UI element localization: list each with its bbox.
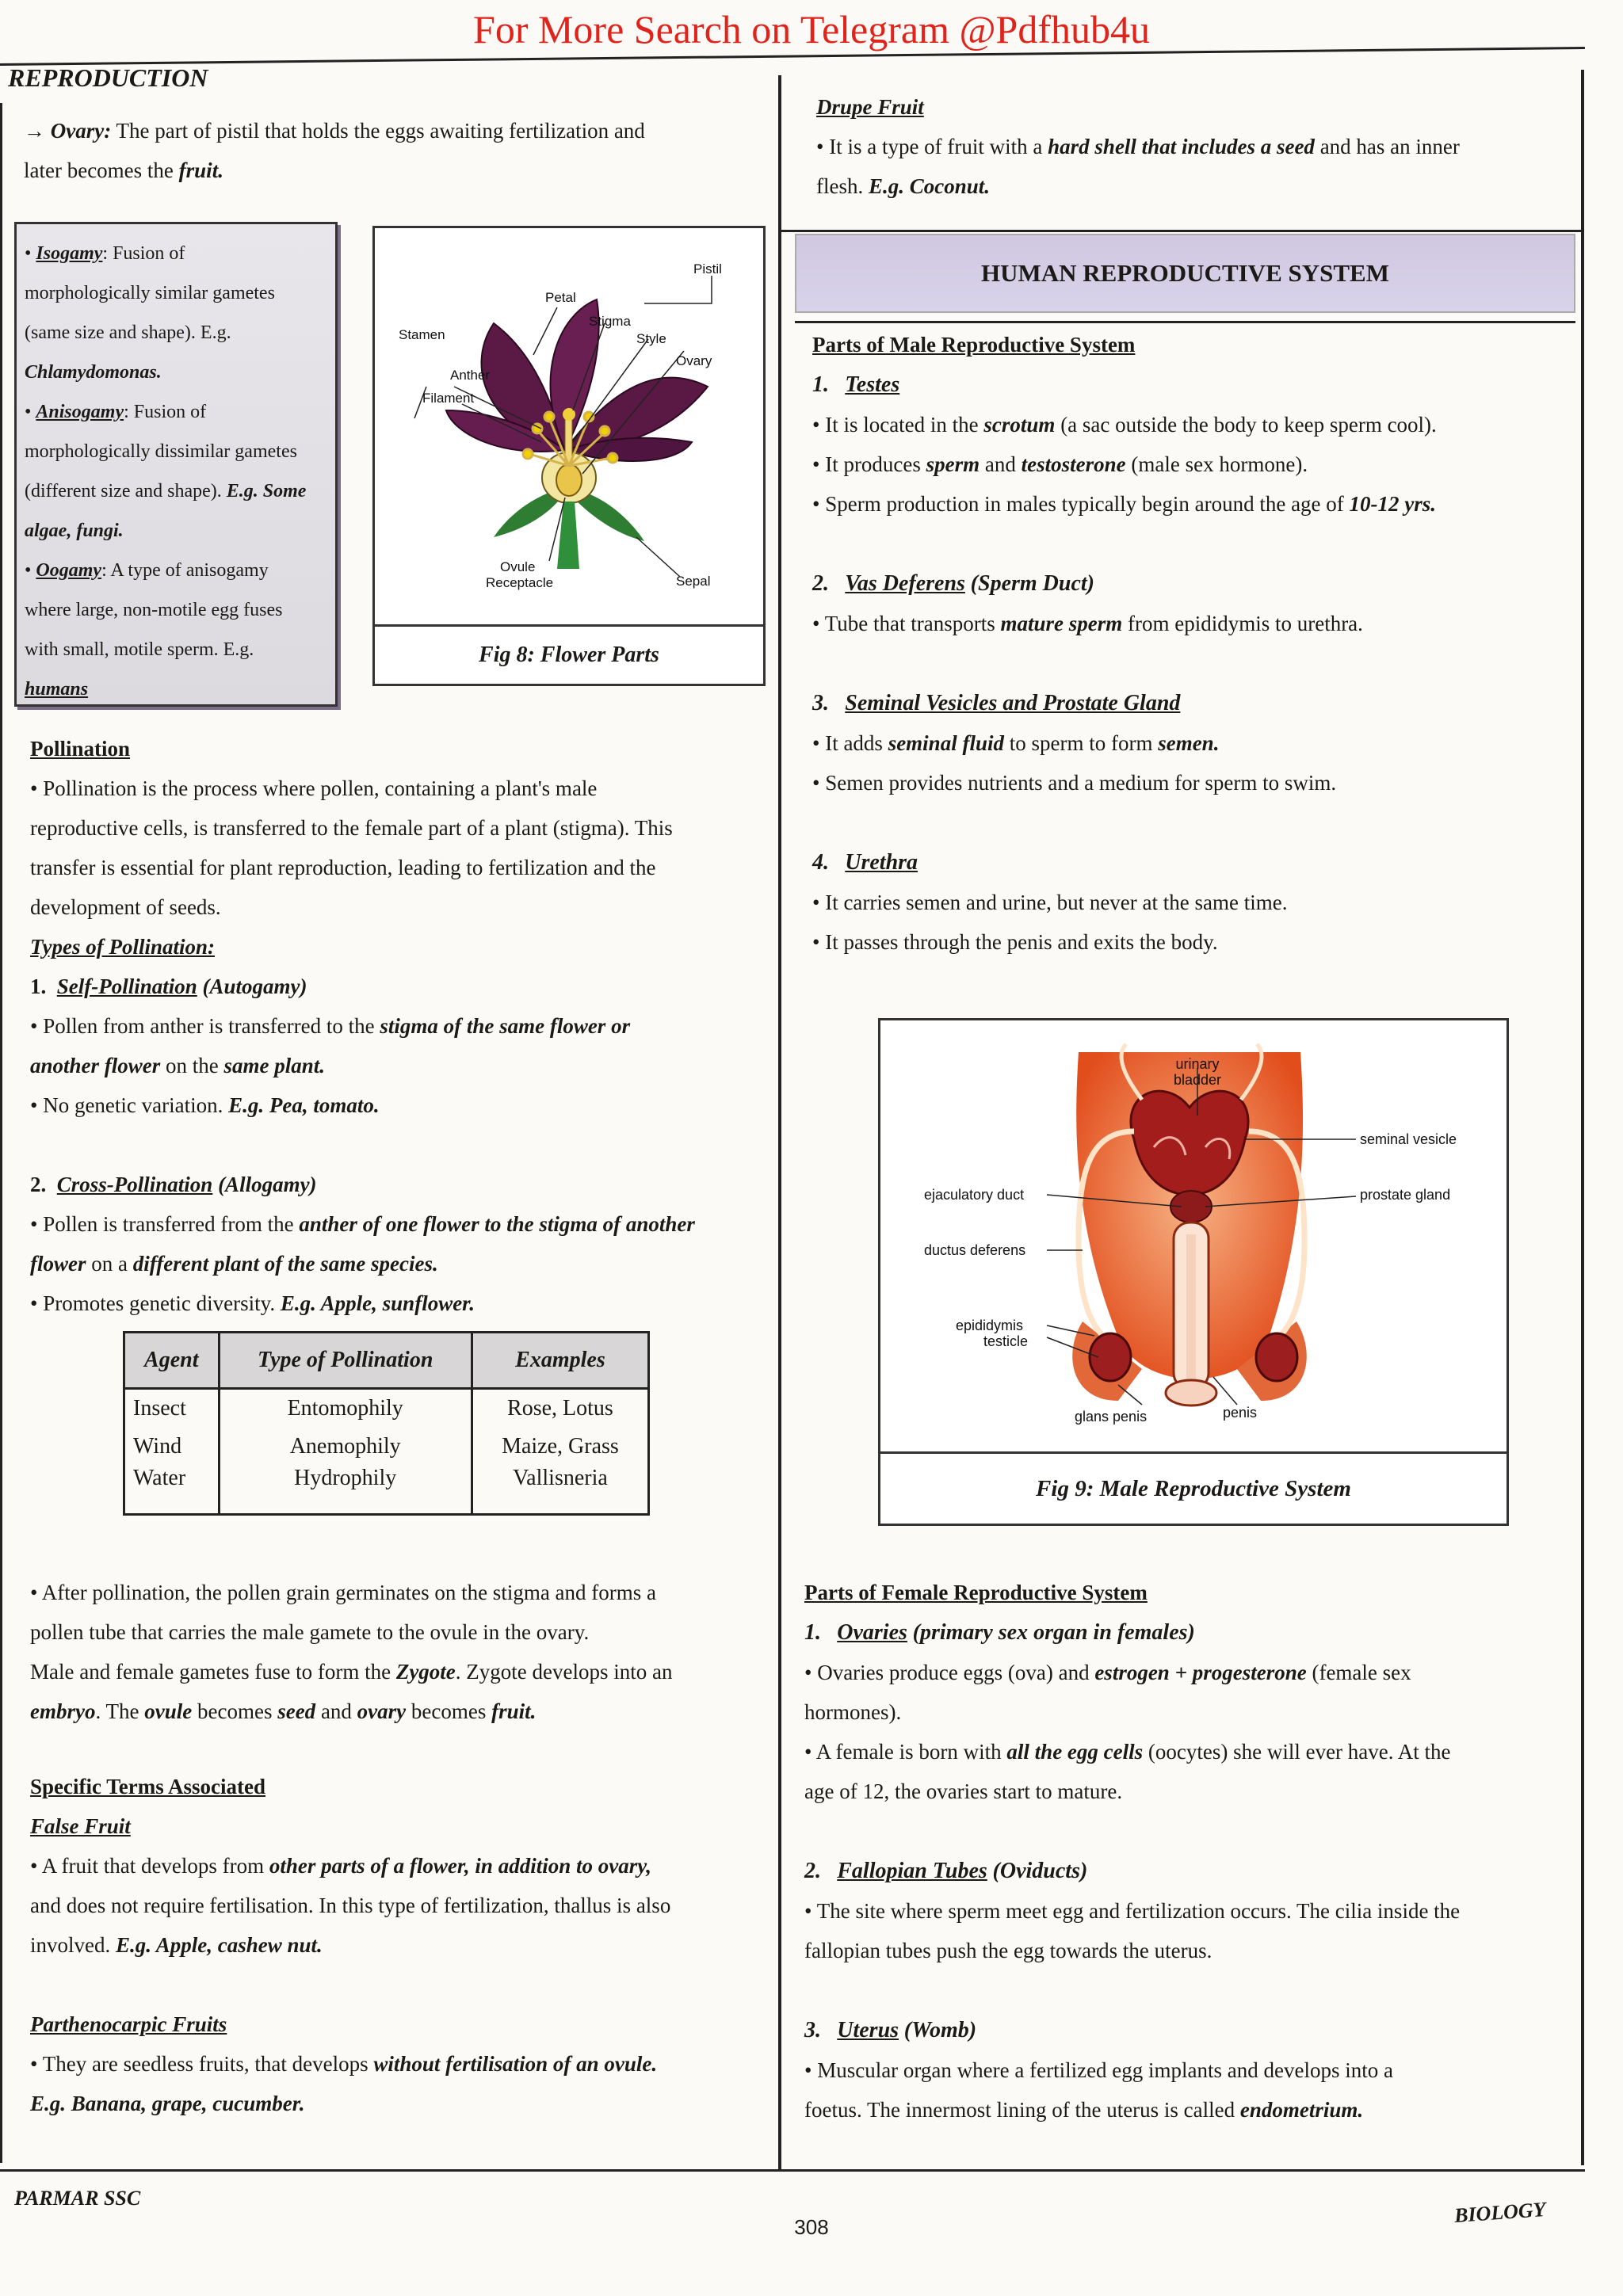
endometrium-term: endometrium. — [1239, 2098, 1364, 2122]
pollination-para-3: transfer is essential for plant reproduction, leading to fertilization and the — [30, 856, 656, 879]
false-fruit-line-3: involved. — [30, 1933, 116, 1957]
table-row — [124, 1389, 649, 1428]
male-figure-caption: Fig 9: Male Reproductive System — [880, 1451, 1507, 1524]
column-divider — [778, 75, 781, 2171]
oogamy-example: humans — [25, 679, 89, 700]
flower-figure-caption: Fig 8: Flower Parts — [375, 624, 763, 684]
false-fruit-example: E.g. Apple, cashew nut. — [116, 1933, 323, 1957]
urethra-number: 4. — [812, 850, 829, 875]
specific-terms-title: Specific Terms Associated — [30, 1775, 265, 1798]
ovaries-alt: (primary sex organ in females) — [912, 1620, 1195, 1645]
table-row — [124, 1428, 649, 1466]
anisogamy-example: E.g. Some — [226, 481, 307, 502]
label-urinary-bladder: urinary bladder — [1173, 1056, 1222, 1088]
text: and — [980, 452, 1022, 476]
pollination-para-1: • Pollination is the process where pollen, containing a plant's male — [30, 776, 598, 800]
isogamy-example: Chlamydomonas. — [25, 362, 162, 383]
ovary-definition — [24, 111, 753, 190]
text: becomes — [192, 1699, 278, 1723]
table-cell-agent: Insect — [124, 1389, 220, 1428]
label-style: Style — [636, 331, 666, 346]
text: becomes — [406, 1699, 492, 1723]
drupe-line-1b: and has an inner — [1314, 135, 1460, 158]
frame-right-border — [1581, 70, 1584, 2165]
ovary-term: ovary — [357, 1699, 407, 1723]
pollination-title: Pollination — [30, 737, 131, 761]
anisogamy-example-2: algae, fungi. — [25, 521, 124, 541]
male-system-title: Parts of Male Reproductive System — [812, 333, 1136, 357]
cross-bullet-1-em: anther of one flower to the stigma of another — [299, 1212, 695, 1236]
age-term: 10-12 yrs. — [1349, 492, 1437, 516]
self-bullet-1-text: on the — [160, 1054, 224, 1077]
seminal-line-2: • Semen provides nutrients and a medium for sperm to swim. — [812, 771, 1337, 795]
self-bullet-2: • No genetic variation. — [30, 1093, 229, 1117]
vas-deferens-title: Vas Deferens — [845, 571, 965, 596]
table-cell-examples: Maize, Grass — [472, 1428, 648, 1466]
vas-number: 2. — [812, 571, 829, 596]
cross-bullet-2-example: E.g. Apple, sunflower. — [280, 1291, 475, 1315]
ovaries-number: 1. — [804, 1620, 821, 1645]
pollination-section — [30, 729, 759, 1323]
after-pollination-line-2: pollen tube that carries the male gamete to the ovule in the ovary. — [30, 1620, 590, 1644]
label-stigma: Stigma — [589, 314, 631, 329]
false-fruit-title: False Fruit — [30, 1814, 131, 1838]
ovaries-line-2: hormones). — [804, 1700, 902, 1724]
seminal-number: 3. — [812, 691, 829, 715]
oogamy-text: : A type of anisogamy — [101, 560, 269, 581]
after-pollination-line-3b: . Zygote develops into an — [455, 1660, 673, 1684]
drupe-em: hard shell that includes a seed — [1048, 135, 1315, 158]
testes-line-2: • It produces — [812, 452, 926, 476]
female-system-title: Parts of Female Reproductive System — [804, 1581, 1148, 1604]
ovaries-line-4: age of 12, the ovaries start to mature. — [804, 1779, 1123, 1803]
text: (male sex hormone). — [1125, 452, 1308, 476]
table-header-type: Type of Pollination — [219, 1333, 472, 1389]
fallopian-number: 2. — [804, 1859, 821, 1883]
label-sepal: Sepal — [676, 574, 711, 589]
label-filament: Filament — [422, 391, 475, 406]
seminal-vesicles-title: Seminal Vesicles and Prostate Gland — [845, 691, 1181, 715]
testes-line-3: • Sperm production in males typically begin around the age of — [812, 492, 1350, 516]
arrow: → — [24, 119, 45, 143]
cross-bullet-1-em-3: different plant of the same species. — [132, 1252, 438, 1276]
after-pollination-line-1: • After pollination, the pollen grain germinates on the stigma and forms a — [30, 1581, 657, 1604]
gamete-types-box: • Isogamy: Fusion of morphologically similar gametes (same size and shape). E.g. Chlamydomonas. • Anisogamy: Fusion of morphologically dissimilar gametes (different size and shape). E.g. Some algae, fungi. • Oogamy: A type of anisogamy where large, non-motile egg fuses with small, motile sperm. E.g. humans — [14, 222, 338, 707]
label-ovule: Ovule — [500, 559, 536, 574]
label-pistil: Pistil — [693, 261, 722, 277]
ovaries-line-1: • Ovaries produce eggs (ova) and — [804, 1661, 1095, 1684]
oogamy-term: Oogamy — [36, 560, 102, 581]
zygote-term: Zygote — [395, 1660, 456, 1684]
self-pollination-title: Self-Pollination — [56, 974, 197, 998]
label-receptacle: Receptacle — [486, 575, 554, 590]
uterus-title: Uterus — [837, 2018, 899, 2042]
parthenocarpic-title: Parthenocarpic Fruits — [30, 2012, 227, 2036]
rule — [781, 230, 1583, 232]
drupe-title: Drupe Fruit — [816, 95, 924, 119]
seed-term: seed — [277, 1699, 316, 1723]
label-ovary: Ovary — [676, 353, 712, 368]
label-ductus-deferens: ductus deferens — [924, 1242, 1026, 1258]
ovary-term: Ovary: — [50, 119, 112, 143]
page-number: 308 — [794, 2215, 829, 2239]
after-pollination-line-3: Male and female gametes fuse to form the — [30, 1660, 396, 1684]
parthenocarpic-em: without fertilisation of an ovule. — [373, 2052, 658, 2076]
rule — [795, 321, 1575, 323]
testes-line-1b: (a sac outside the body to keep sperm cool). — [1055, 413, 1437, 437]
sperm-term: sperm — [926, 452, 980, 476]
testes-line-1: • It is located in the — [812, 413, 984, 437]
cross-bullet-2: • Promotes genetic diversity. — [30, 1291, 281, 1315]
cross-bullet-1: • Pollen is transferred from the — [30, 1212, 300, 1236]
fallopian-title: Fallopian Tubes — [837, 1859, 987, 1883]
ovary-line-2: later becomes the — [24, 158, 179, 182]
seminal-line-1: • It adds — [812, 731, 888, 755]
fallopian-line-1: • The site where sperm meet egg and fertilization occurs. The cilia inside the — [804, 1899, 1461, 1923]
text: to sperm to form — [1003, 731, 1159, 755]
scrotum-term: scrotum — [983, 413, 1056, 437]
oogamy-text-3: with small, motile sperm. E.g. — [25, 639, 254, 660]
table-header-agent: Agent — [124, 1333, 220, 1389]
human-reproductive-system-heading: HUMAN REPRODUCTIVE SYSTEM — [795, 234, 1575, 313]
cross-pollination-title: Cross-Pollination — [56, 1173, 213, 1196]
uterus-line-1: • Muscular organ where a fertilized egg implants and develops into a — [804, 2058, 1393, 2082]
mature-sperm-term: mature sperm — [1000, 612, 1123, 635]
cross-bullet-1-em-2: flower — [30, 1252, 86, 1276]
drupe-line-2: flesh. — [816, 174, 869, 198]
label-seminal-vesicle: seminal vesicle — [1360, 1131, 1457, 1147]
ovaries-line-1b: (female sex — [1306, 1661, 1411, 1684]
table-cell-examples: Rose, Lotus — [472, 1389, 648, 1428]
cross-bullet-1-text: on a — [86, 1252, 133, 1276]
isogamy-text: : Fusion of — [102, 243, 185, 264]
label-epididymis: epididymis — [956, 1318, 1024, 1333]
drupe-line-1: • It is a type of fruit with a — [816, 135, 1048, 158]
ovary-line-1: The part of pistil that holds the eggs awaiting fertilization and — [116, 119, 645, 143]
table-cell-type: Entomophily — [219, 1389, 472, 1428]
frame-bottom-border — [0, 2169, 1585, 2172]
table-cell-agent: Wind — [124, 1428, 220, 1466]
anisogamy-text-2: morphologically dissimilar gametes — [25, 441, 297, 462]
self-bullet-2-example: E.g. Pea, tomato. — [228, 1093, 380, 1117]
urethra-title: Urethra — [845, 850, 918, 875]
table-header-examples: Examples — [472, 1333, 648, 1389]
flower-illustration — [375, 228, 758, 624]
female-system-section — [804, 1573, 1565, 2130]
table-cell-type: Hydrophily — [219, 1466, 472, 1515]
label-testicle: testicle — [983, 1333, 1029, 1349]
ovary-fruit: fruit. — [178, 158, 223, 182]
self-bullet-1-em: stigma of the same flower or — [380, 1014, 631, 1038]
ovule-term: ovule — [144, 1699, 193, 1723]
parthenocarpic-line-1: • They are seedless fruits, that develops — [30, 2052, 374, 2076]
text: and — [315, 1699, 357, 1723]
label-anther: Anther — [450, 368, 491, 383]
types-of-pollination-title: Types of Pollination: — [30, 935, 215, 959]
anisogamy-term: Anisogamy — [36, 402, 124, 422]
label-stamen: Stamen — [399, 327, 445, 342]
uterus-alt: (Womb) — [903, 2018, 977, 2042]
ovaries-line-3b: (oocytes) she will ever have. At the — [1143, 1740, 1451, 1764]
telegram-banner: For More Search on Telegram @Pdfhub4u — [473, 7, 1150, 51]
isogamy-text-3: (same size and shape). E.g. — [25, 322, 231, 343]
self-pollination-number: 1. — [30, 974, 47, 998]
urethra-line-1: • It carries semen and urine, but never at the same time. — [812, 891, 1288, 914]
table-cell-agent: Water — [124, 1466, 220, 1515]
footer-subject: BIOLOGY — [1453, 2198, 1547, 2227]
male-reproductive-figure — [878, 1018, 1509, 1526]
flower-parts-figure — [372, 226, 766, 686]
pollination-para-2: reproductive cells, is transferred to the female part of a plant (stigma). This — [30, 816, 673, 840]
anisogamy-text-3: (different size and shape). — [25, 481, 227, 502]
section-title: REPRODUCTION — [8, 63, 208, 92]
cross-pollination-alt: (Allogamy) — [218, 1173, 317, 1196]
seminal-fluid-term: seminal fluid — [888, 731, 1004, 755]
pollination-table — [123, 1331, 650, 1516]
fallopian-alt: (Oviducts) — [992, 1859, 1088, 1883]
isogamy-term: Isogamy — [36, 243, 103, 264]
uterus-line-2: foetus. The innermost lining of the uterus is called — [804, 2098, 1240, 2122]
label-penis: penis — [1223, 1405, 1258, 1421]
self-pollination-alt: (Autogamy) — [202, 974, 307, 998]
label-prostate-gland: prostate gland — [1360, 1187, 1451, 1203]
urethra-line-2: • It passes through the penis and exits the body. — [812, 930, 1218, 954]
testes-number: 1. — [812, 372, 829, 397]
self-bullet-1-em-3: same plant. — [223, 1054, 326, 1077]
frame-left-border — [0, 103, 2, 2163]
parthenocarpic-example: E.g. Banana, grape, cucumber. — [30, 2092, 305, 2115]
male-system-section — [812, 325, 1573, 962]
footer-publisher: PARMAR SSC — [14, 2187, 141, 2210]
anisogamy-text: : Fusion of — [124, 402, 207, 422]
label-petal: Petal — [545, 290, 576, 305]
isogamy-text-2: morphologically similar gametes — [25, 283, 275, 303]
pollination-para-4: development of seeds. — [30, 895, 221, 919]
drupe-example: E.g. Coconut. — [868, 174, 991, 198]
fruit-term: fruit. — [491, 1699, 537, 1723]
self-bullet-1: • Pollen from anther is transferred to the — [30, 1014, 380, 1038]
fallopian-line-2: fallopian tubes push the egg towards the uterus. — [804, 1939, 1212, 1962]
semen-term: semen. — [1158, 731, 1220, 755]
false-fruit-line-1: • A fruit that develops from — [30, 1854, 269, 1878]
embryo-term: embryo — [30, 1699, 96, 1723]
table-cell-examples: Vallisneria — [472, 1466, 648, 1515]
testes-title: Testes — [845, 372, 900, 397]
label-glans-penis: glans penis — [1075, 1409, 1148, 1425]
egg-cells-term: all the egg cells — [1006, 1740, 1144, 1764]
vas-deferens-alt: (Sperm Duct) — [970, 571, 1094, 596]
hormones-term: estrogen + progesterone — [1094, 1661, 1307, 1684]
oogamy-text-2: where large, non-motile egg fuses — [25, 600, 283, 620]
ovaries-title: Ovaries — [837, 1620, 907, 1645]
label-ejaculatory-duct: ejaculatory duct — [924, 1187, 1025, 1203]
testosterone-term: testosterone — [1021, 452, 1126, 476]
vas-line-1: • Tube that transports — [812, 612, 1001, 635]
text: . The — [95, 1699, 145, 1723]
specific-terms-section — [30, 1767, 759, 2123]
table-cell-type: Anemophily — [219, 1428, 472, 1466]
drupe-fruit-section — [816, 87, 1569, 206]
false-fruit-em: other parts of a flower, in addition to ovary, — [269, 1854, 651, 1878]
vas-line-1b: from epididymis to urethra. — [1122, 612, 1363, 635]
self-bullet-1-em-2: another flower — [30, 1054, 161, 1077]
cross-pollination-number: 2. — [30, 1173, 47, 1196]
table-row — [124, 1466, 649, 1515]
after-pollination-section — [30, 1573, 759, 1731]
uterus-number: 3. — [804, 2018, 821, 2042]
ovaries-line-3: • A female is born with — [804, 1740, 1007, 1764]
false-fruit-line-2: and does not require fertilisation. In this type of fertilization, thallus is also — [30, 1894, 671, 1917]
